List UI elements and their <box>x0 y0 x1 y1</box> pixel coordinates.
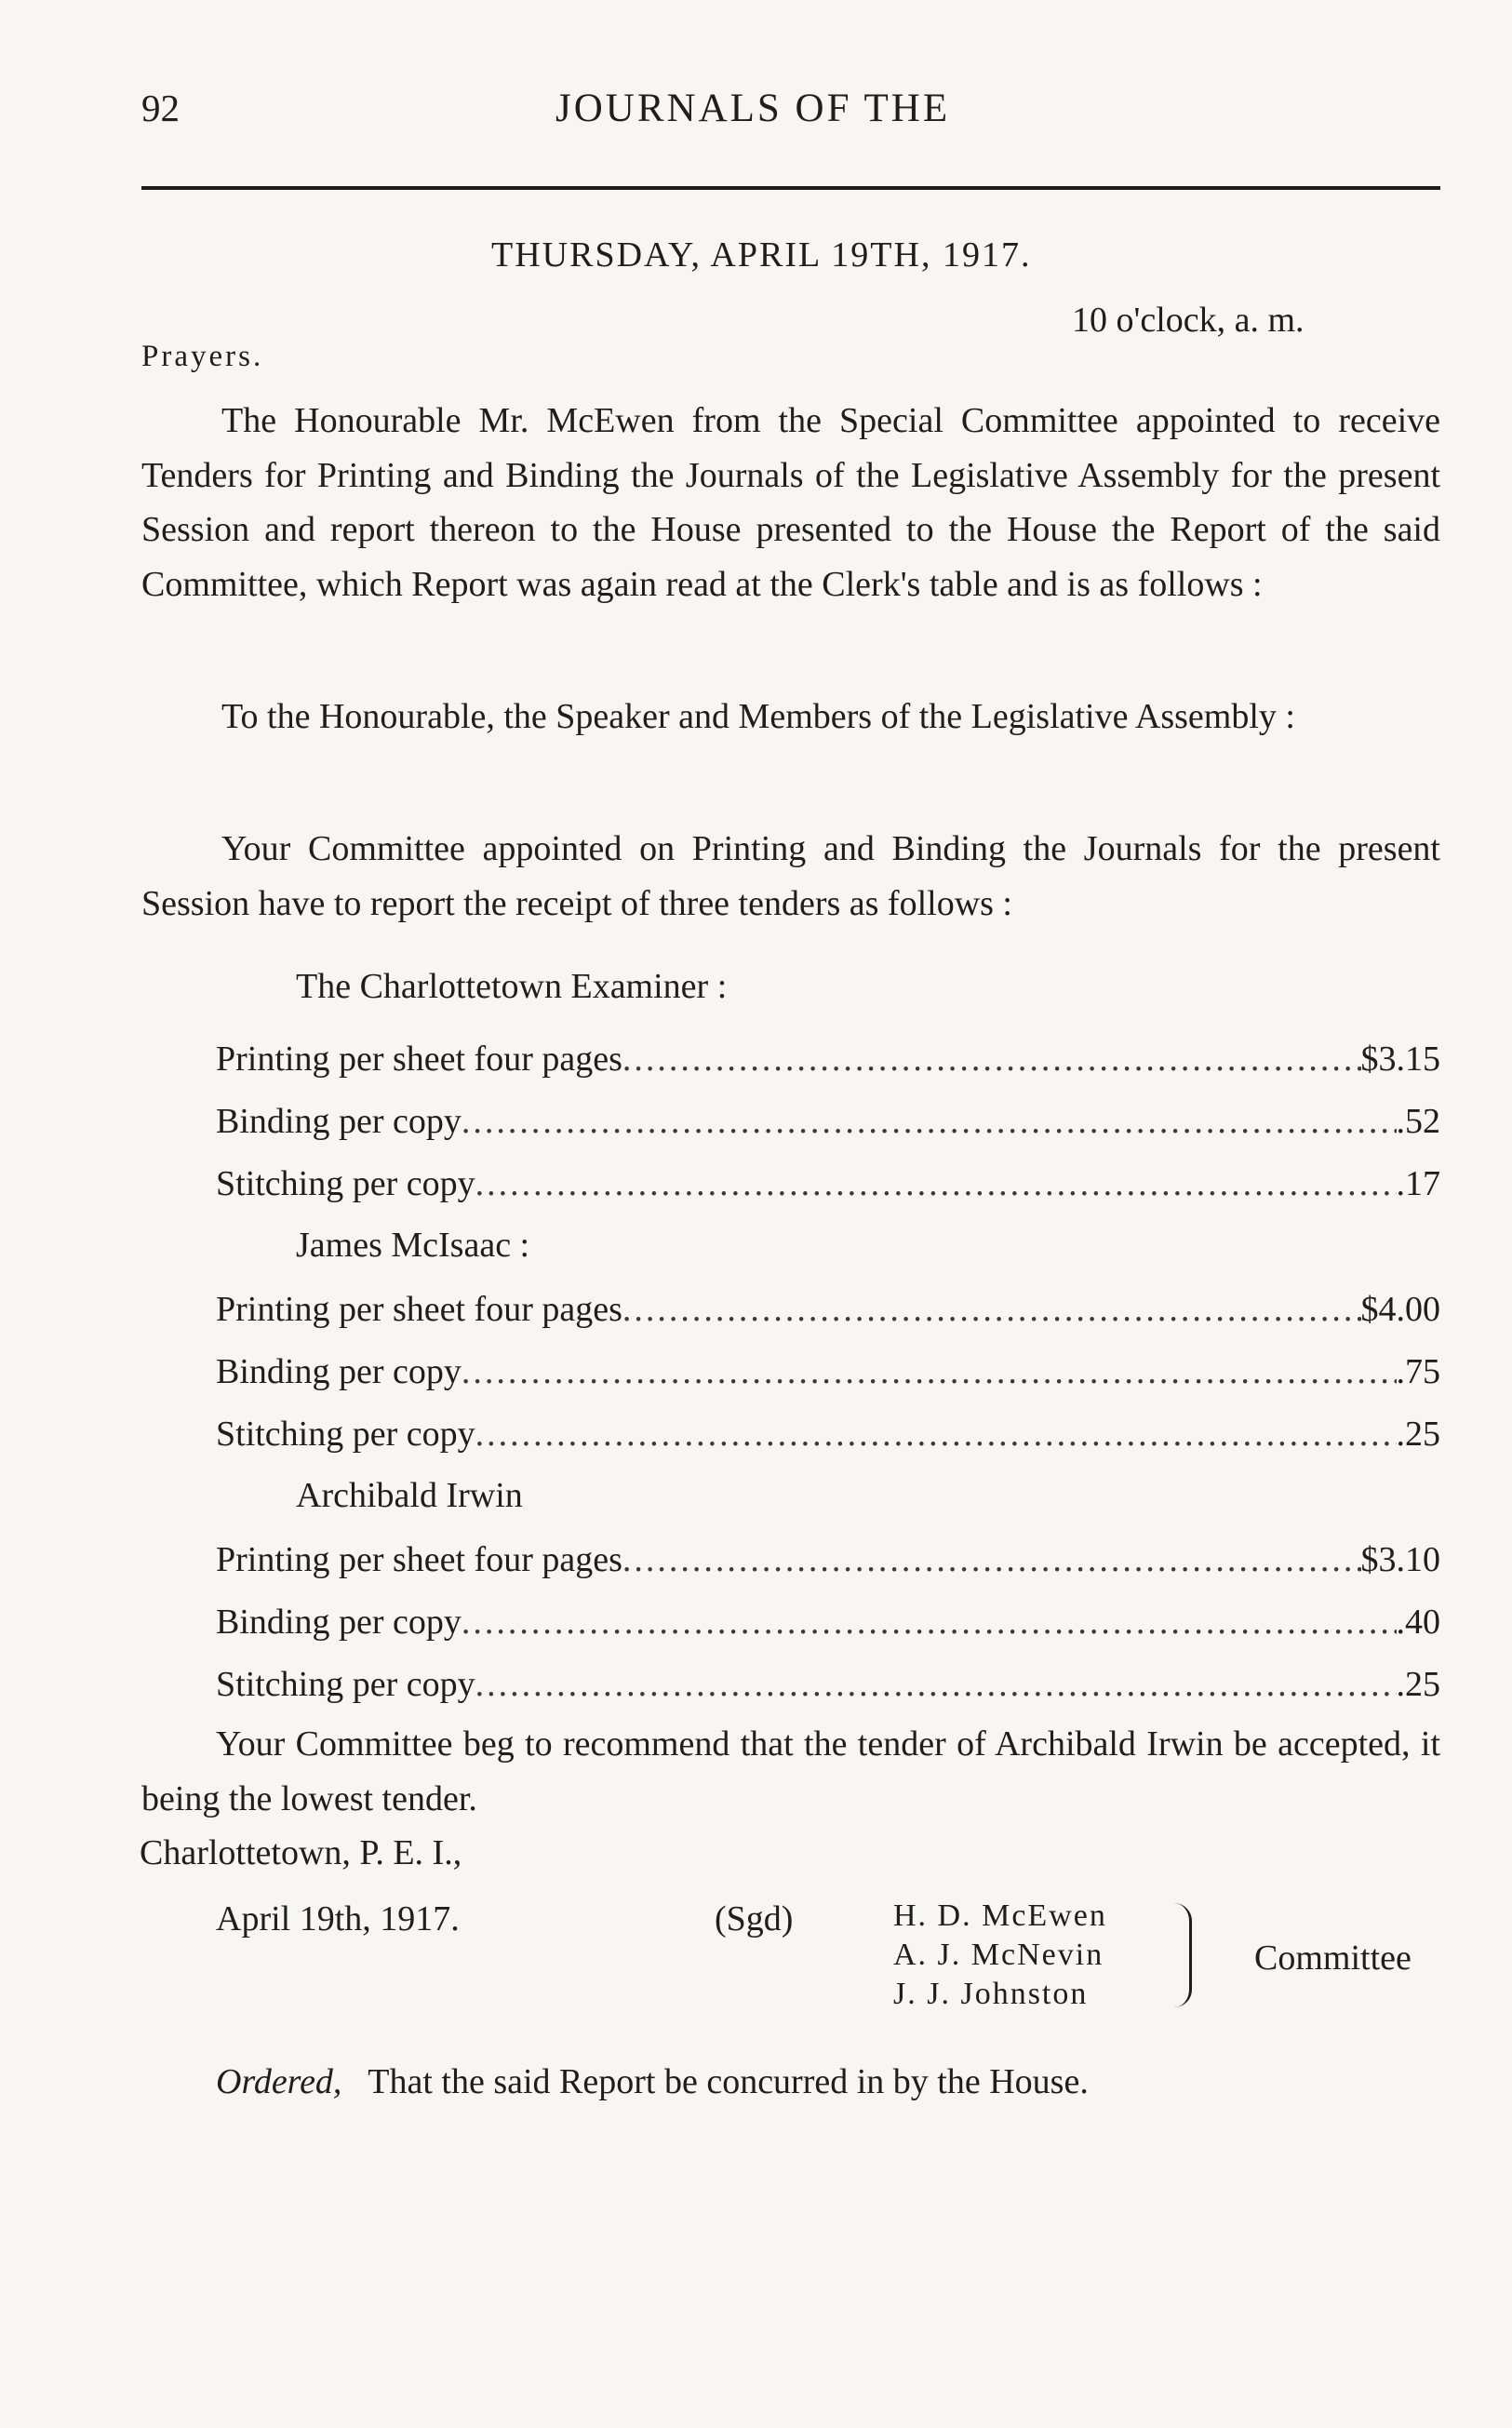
committee-member: A. J. McNevin <box>893 1938 1104 1972</box>
tender-line <box>216 1661 1440 1708</box>
dot-leader <box>622 1536 1361 1583</box>
signature-date: April 19th, 1917. <box>216 1899 460 1938</box>
intro-paragraph: The Honourable Mr. McEwen from the Special Committee appointed to receive Tenders for Printing and Binding the Journals of the Legislative Assembly for the present Session and report thereon to the House presented to the House the Report of the said Committee, which Report was again read at the Clerk's table and is as follows : <box>141 401 1440 604</box>
tender-price: $4.00 <box>1360 1290 1440 1329</box>
tenderer-name: James McIsaac : <box>296 1226 530 1265</box>
tender-price: .17 <box>1396 1164 1440 1203</box>
sitting-time: 10 o'clock, a. m. <box>1072 301 1305 340</box>
dot-leader <box>462 1599 1397 1645</box>
recommendation-paragraph: Your Committee beg to recommend that the tender of Archibald Irwin be accepted, it being the lowest tender. <box>141 1724 1440 1818</box>
order-label: Ordered, <box>216 2062 342 2101</box>
committee-label: Committee <box>1254 1938 1412 1978</box>
tender-price: .40 <box>1396 1603 1440 1642</box>
tender-price: .75 <box>1396 1352 1440 1391</box>
running-title: JOURNALS OF THE <box>555 87 951 130</box>
tender-item: Stitching per copy <box>216 1415 475 1454</box>
tenderer-name: The Charlottetown Examiner : <box>296 967 728 1006</box>
address-paragraph: To the Honourable, the Speaker and Members of the Legislative Assembly : <box>221 697 1295 736</box>
signature-place: Charlottetown, P. E. I., <box>140 1833 462 1872</box>
tender-item: Binding per copy <box>216 1352 462 1391</box>
tender-item: Printing per sheet four pages <box>216 1290 622 1329</box>
tenderer-name: Archibald Irwin <box>296 1476 523 1515</box>
tender-line <box>216 1411 1440 1457</box>
tender-price: .25 <box>1396 1415 1440 1454</box>
tender-line <box>216 1098 1440 1145</box>
tender-price: $3.10 <box>1360 1540 1440 1579</box>
tender-item: Stitching per copy <box>216 1665 475 1704</box>
committee-member: J. J. Johnston <box>893 1977 1089 2011</box>
tender-line <box>216 1286 1440 1333</box>
dot-leader <box>462 1098 1397 1145</box>
tender-line <box>216 1160 1440 1207</box>
tender-line <box>216 1036 1440 1082</box>
tender-item: Binding per copy <box>216 1102 462 1141</box>
dot-leader <box>475 1160 1397 1207</box>
report-paragraph: Your Committee appointed on Printing and Binding the Journals for the present Session have to report the receipt of three tenders as follows : <box>141 829 1440 923</box>
dot-leader <box>622 1036 1361 1082</box>
tender-price: .52 <box>1396 1102 1440 1141</box>
dot-leader <box>475 1411 1397 1457</box>
tender-item: Printing per sheet four pages <box>216 1040 622 1079</box>
dot-leader <box>622 1286 1361 1333</box>
prayers-heading: Prayers. <box>141 340 264 373</box>
tender-item: Stitching per copy <box>216 1164 475 1203</box>
order-line <box>216 2061 1089 2102</box>
brace-mark <box>1174 1903 1192 2007</box>
header-rule <box>141 186 1440 190</box>
dot-leader <box>462 1348 1397 1395</box>
signed-mark: (Sgd) <box>715 1899 794 1938</box>
order-text: That the said Report be concurred in by the House. <box>368 2062 1089 2101</box>
tender-item: Binding per copy <box>216 1603 462 1642</box>
tender-price: .25 <box>1396 1665 1440 1704</box>
tender-line <box>216 1599 1440 1645</box>
tender-price: $3.15 <box>1360 1040 1440 1079</box>
tender-line <box>216 1348 1440 1395</box>
dot-leader <box>475 1661 1397 1708</box>
sitting-date: THURSDAY, APRIL 19TH, 1917. <box>491 235 1032 275</box>
tender-item: Printing per sheet four pages <box>216 1540 622 1579</box>
page-number: 92 <box>141 87 180 129</box>
tender-line <box>216 1536 1440 1583</box>
committee-member: H. D. McEwen <box>893 1898 1107 1933</box>
